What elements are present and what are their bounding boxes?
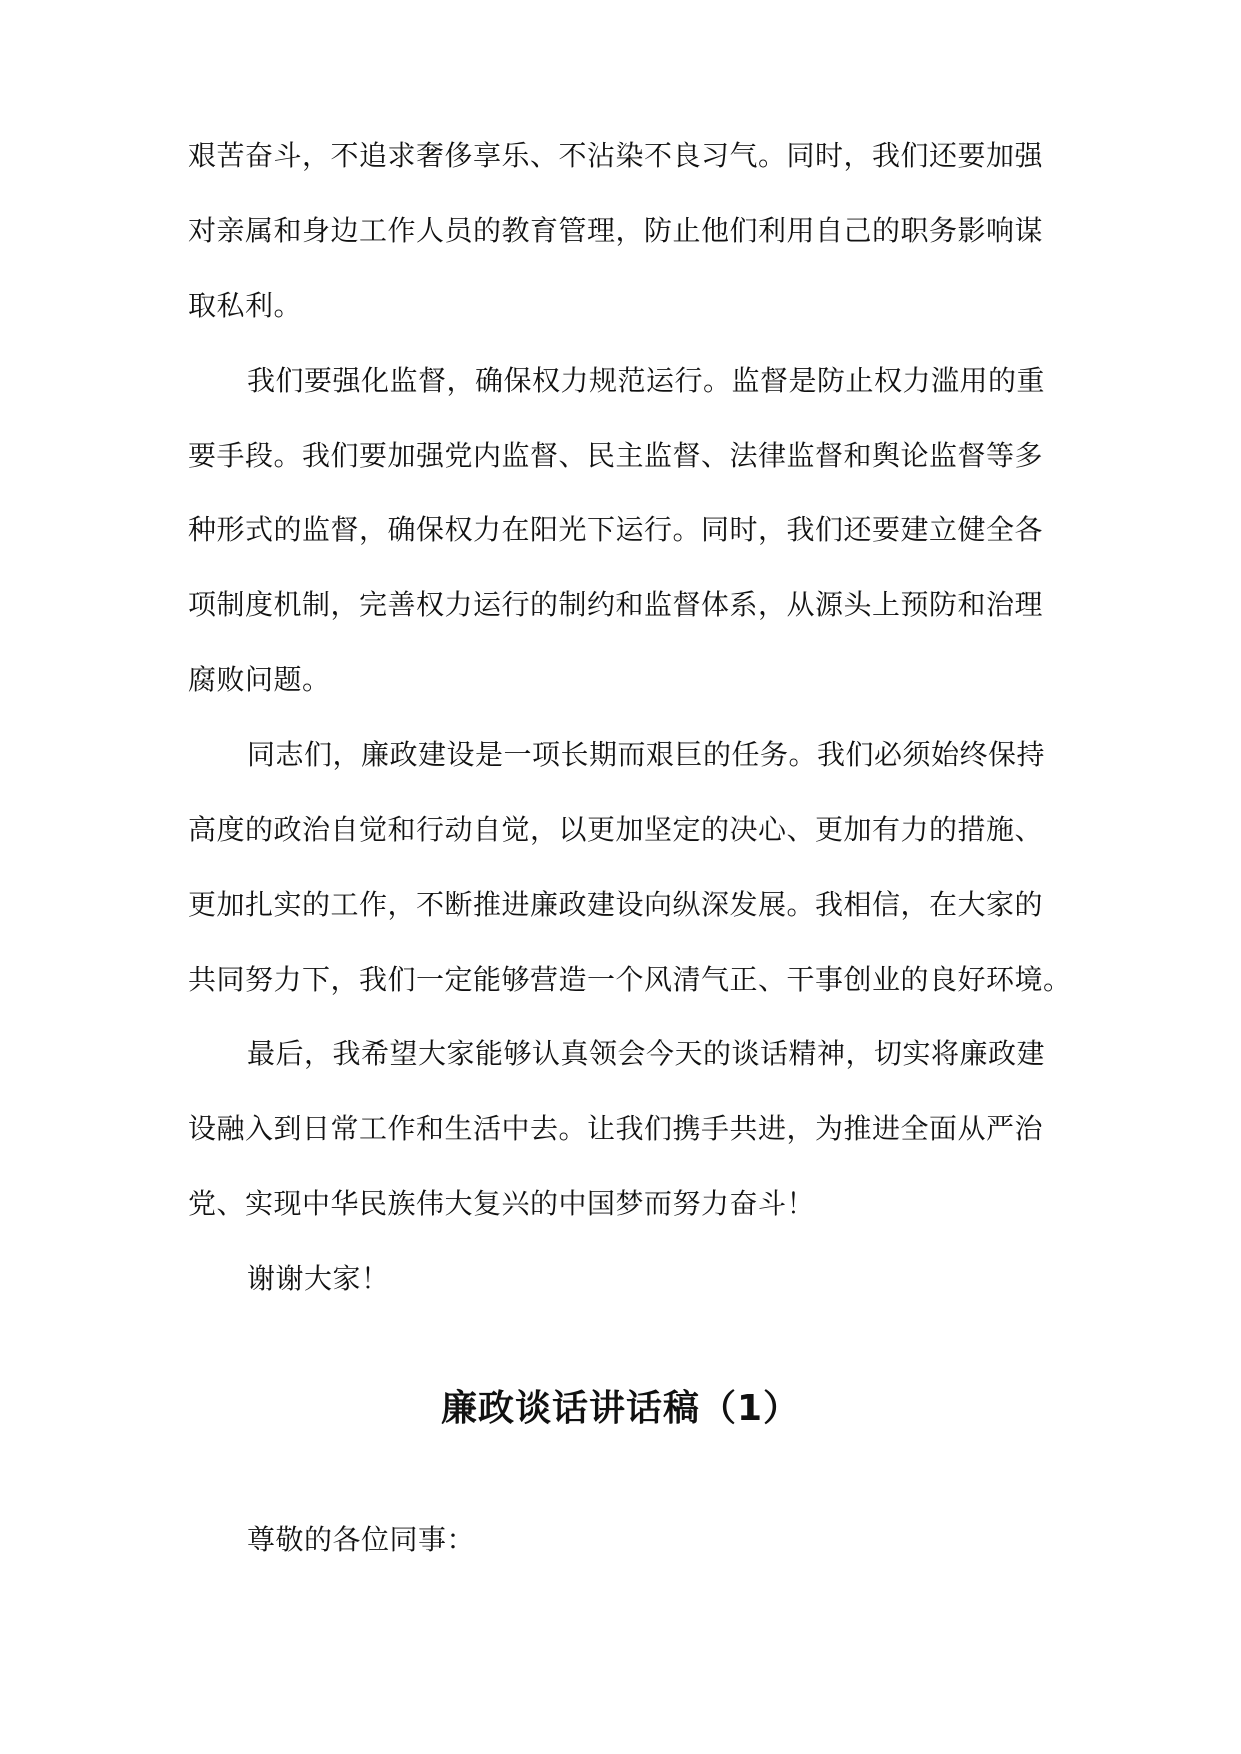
salutation: 尊敬的各位同事：: [247, 1523, 476, 1556]
paragraph-first-line: 同志们，廉政建设是一项长期而艰巨的任务。我们必须始终保持: [247, 738, 1046, 771]
body-line: 党、实现中华民族伟大复兴的中国梦而努力奋斗！: [188, 1187, 816, 1220]
body-line: 取私利。: [188, 289, 303, 322]
paragraph-first-line: 最后，我希望大家能够认真领会今天的谈话精神，切实将廉政建: [247, 1037, 1046, 1070]
body-line: 要手段。我们要加强党内监督、民主监督、法律监督和舆论监督等多: [188, 439, 1044, 472]
body-line: 项制度机制，完善权力运行的制约和监督体系，从源头上预防和治理: [188, 588, 1044, 621]
body-line: 种形式的监督，确保权力在阳光下运行。同时，我们还要建立健全各: [188, 513, 1044, 546]
body-line: 更加扎实的工作，不断推进廉政建设向纵深发展。我相信，在大家的: [188, 888, 1044, 921]
body-line: 艰苦奋斗，不追求奢侈享乐、不沾染不良习气。同时，我们还要加强: [188, 139, 1044, 172]
closing-line: 谢谢大家！: [247, 1262, 390, 1295]
section-title: 廉政谈话讲话稿（1）: [440, 1388, 801, 1429]
body-line: 腐败问题。: [188, 663, 331, 696]
body-line: 设融入到日常工作和生活中去。让我们携手共进，为推进全面从严治: [188, 1112, 1044, 1145]
body-line: 共同努力下，我们一定能够营造一个风清气正、干事创业的良好环境。: [188, 963, 1072, 996]
body-line: 对亲属和身边工作人员的教育管理，防止他们利用自己的职务影响谋: [188, 214, 1044, 247]
body-line: 高度的政治自觉和行动自觉，以更加坚定的决心、更加有力的措施、: [188, 813, 1044, 846]
paragraph-first-line: 我们要强化监督，确保权力规范运行。监督是防止权力滥用的重: [247, 364, 1046, 397]
